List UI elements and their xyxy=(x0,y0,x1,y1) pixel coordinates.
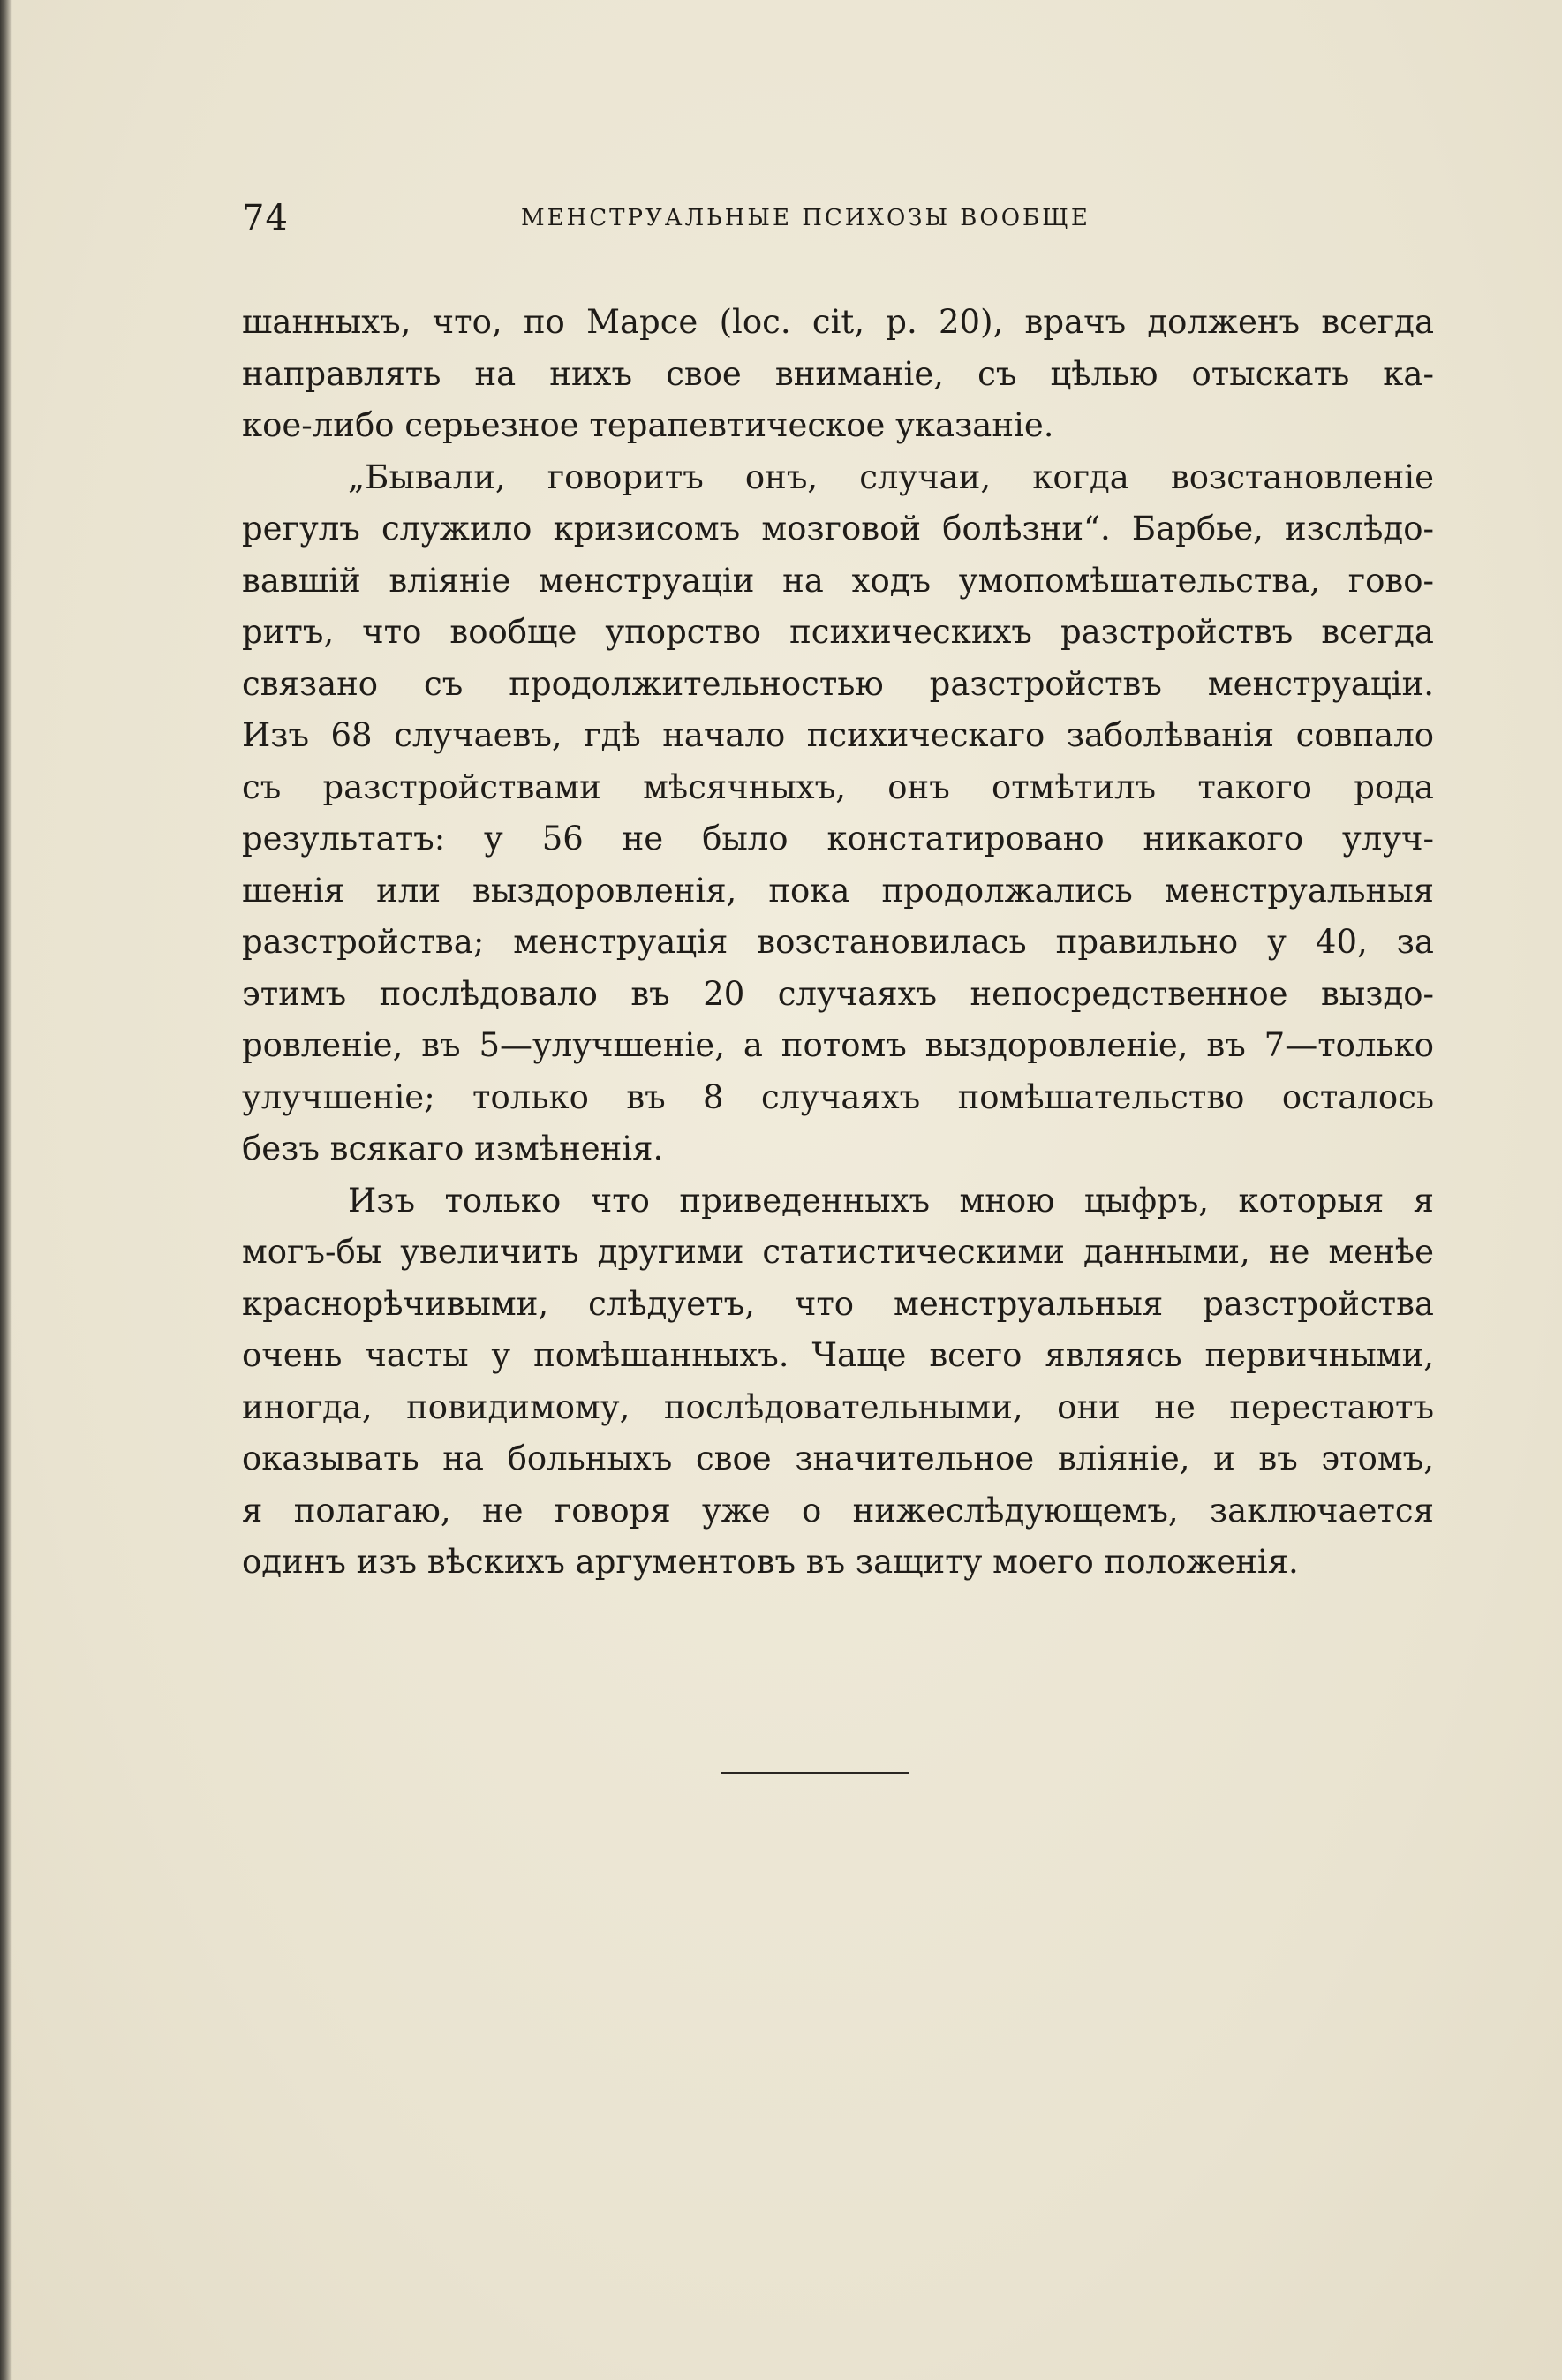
text-line: этимъ послѣдовало въ 20 случаяхъ непосредственное выздо- xyxy=(242,974,1434,1013)
text-line: регулъ служило кризисомъ мозговой болѣзни“. Барбье, изслѣдо- xyxy=(242,510,1434,548)
page-header xyxy=(242,196,1459,240)
text-line: улучшеніе; только въ 8 случаяхъ помѣшательство осталось xyxy=(242,1077,1434,1116)
text-line: направлять на нихъ свое вниманіе, съ цѣлью отыскать ка- xyxy=(242,354,1434,393)
body-text xyxy=(242,297,1434,1589)
paragraph-2 xyxy=(242,452,1434,1175)
text-line: разстройства; менструація возстановилась правильно у 40, за xyxy=(242,923,1434,961)
page-binding-shadow xyxy=(0,0,12,2380)
text-line: съ разстройствами мѣсячныхъ, онъ отмѣтилъ такого рода xyxy=(242,767,1434,806)
text-line: Изъ 68 случаевъ, гдѣ начало психическаго заболѣванія совпало xyxy=(242,716,1434,754)
text-line: результатъ: у 56 не было констатировано никакого улуч- xyxy=(242,820,1434,858)
text-line: ритъ, что вообще упорство психическихъ разстройствъ всегда xyxy=(242,613,1434,651)
text-line: шенія или выздоровленія, пока продолжались менструальныя xyxy=(242,871,1434,910)
text-line: кое-либо серьезное терапевтическое указаніе. xyxy=(242,406,1054,444)
text-line: безъ всякаго измѣненія. xyxy=(242,1130,664,1167)
running-title: МЕНСТРУАЛЬНЫЕ ПСИХОЗЫ ВООБЩЕ xyxy=(521,205,1090,231)
text-line: иногда, повидимому, послѣдовательными, они не перестаютъ xyxy=(242,1387,1434,1426)
text-line: шанныхъ, что, по Марсе (loc. cit, p. 20), врачъ долженъ всегда xyxy=(242,303,1434,341)
text-line: я полагаю, не говоря уже о нижеслѣдующемъ, заключается xyxy=(242,1491,1434,1530)
text-line: краснорѣчивыми, слѣдуетъ, что менструальныя разстройства xyxy=(242,1284,1434,1323)
paragraph-3 xyxy=(242,1175,1434,1589)
paragraph-1 xyxy=(242,297,1434,452)
text-line: ровленіе, въ 5—улучшеніе, а потомъ выздоровленіе, въ 7—только xyxy=(242,1026,1434,1064)
text-line: „Бывали, говоритъ онъ, случаи, когда возстановленіе xyxy=(348,457,1434,496)
text-line: очень часты у помѣшанныхъ. Чаще всего являясь первичными, xyxy=(242,1336,1434,1374)
text-line: вавшій вліяніе менструаціи на ходъ умопомѣшательства, гово- xyxy=(242,561,1434,600)
text-line: оказывать на больныхъ свое значительное вліяніе, и въ этомъ, xyxy=(242,1439,1434,1477)
text-line: Изъ только что приведенныхъ мною цыфръ, которыя я xyxy=(348,1181,1434,1220)
section-end-rule xyxy=(721,1772,909,1774)
text-line: могъ-бы увеличить другими статистическими данными, не менѣе xyxy=(242,1233,1434,1271)
page-number: 74 xyxy=(242,198,289,238)
text-line: связано съ продолжительностью разстройствъ менструаціи. xyxy=(242,664,1434,703)
text-line: одинъ изъ вѣскихъ аргументовъ въ защиту моего положенія. xyxy=(242,1543,1299,1581)
